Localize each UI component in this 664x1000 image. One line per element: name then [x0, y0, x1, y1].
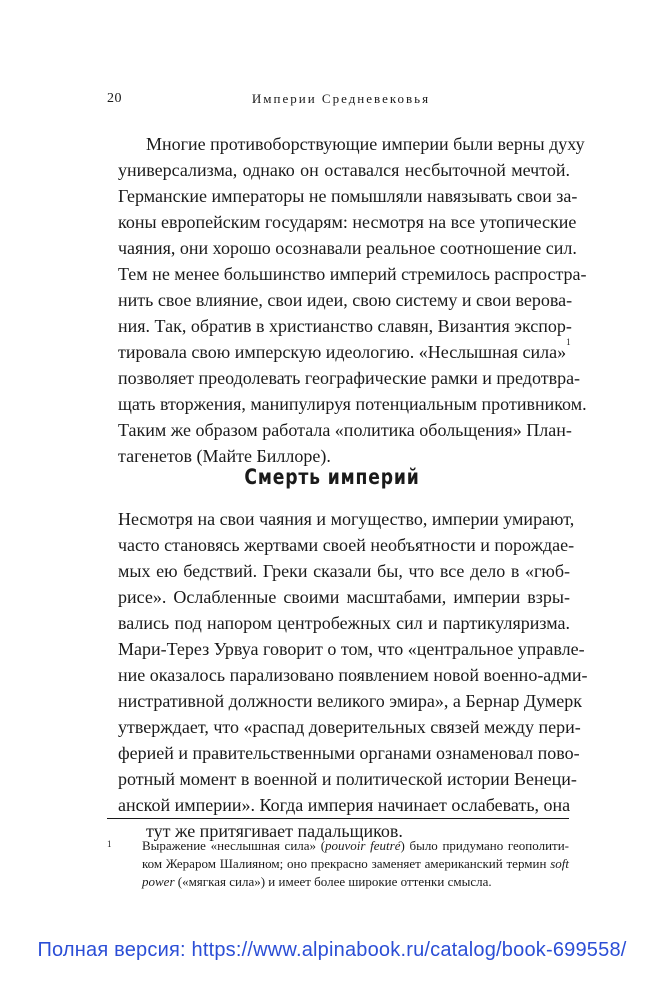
text-line: тут же притягивает падальщиков.: [146, 821, 403, 841]
text-line: Несмотря на свои чаяния и могущество, империи умирают,: [118, 509, 575, 529]
text-line: ние оказалось парализовано появлением новой военно-адми-: [118, 665, 588, 685]
text-line-with-footnote: [118, 339, 570, 365]
text-line: вались под напором центробежных сил и партикуляризма.: [118, 613, 570, 633]
footnote-marker: 1: [107, 839, 112, 849]
text-line: тировала свою имперскую идеологию. «Неслышная сила»: [118, 342, 567, 362]
text-line: чаяния, они хорошо осознавали реальное соотношение сил.: [118, 238, 577, 258]
text-line: коны европейским государям: несмотря на все утопические: [118, 212, 577, 232]
footnote: [107, 837, 569, 891]
text-line: ротный момент в военной и политической истории Венеци-: [118, 769, 577, 789]
text-line: нить свое влияние, свои идеи, свою систему и свои верова-: [118, 290, 573, 310]
section-heading: Смерть империй: [244, 465, 420, 489]
footnote-reference[interactable]: 1: [566, 337, 571, 347]
text-line: универсализма, однако он оставался несбыточной мечтой.: [118, 160, 570, 180]
text-line: утверждает, что «распад доверительных связей между пери-: [118, 717, 581, 737]
text-line: Германские императоры не помышляли навязывать свои за-: [118, 186, 578, 206]
footnote-text: [142, 837, 569, 891]
text-line: нистративной должности великого эмира», а Бернар Думерк: [118, 691, 582, 711]
text-line: тагенетов (Майте Биллоре).: [118, 446, 331, 466]
text-line: Мари-Терез Урвуа говорит о том, что «центральное управле-: [118, 639, 585, 659]
footnote-line: power («мягкая сила») и имеет более широкие оттенки смысла.: [142, 874, 492, 889]
text-line: анской империи». Когда империя начинает ослабевать, она: [118, 795, 571, 815]
running-head: Империи Средневековья: [251, 91, 431, 106]
text-line: ния. Так, обратив в христианство славян, Византия экспор-: [118, 316, 572, 336]
text-line: позволяет преодолевать географические рамки и предотвра-: [118, 368, 581, 388]
text-line: Многие противоборствующие империи были верны духу: [146, 134, 585, 154]
text-line: Таким же образом работала «политика обольщения» План-: [118, 420, 572, 440]
page-number: 20: [107, 91, 122, 106]
footnote-line: ком Жераром Шалияном; оно прекрасно заменяет американский термин soft: [142, 856, 569, 871]
paragraph-intro: [118, 131, 587, 469]
text-line: мых ею бедствий. Греки сказали бы, что все дело в «гюб-: [118, 561, 570, 581]
footnote-line: Выражение «неслышная сила» (pouvoir feutré) было придумано геополити-: [142, 838, 569, 853]
text-line: щать вторжения, манипулируя потенциальным противником.: [118, 394, 587, 414]
text-line: ферией и правительственными органами ознаменовал пово-: [118, 743, 580, 763]
text-line: Тем не менее большинство империй стремилось распростра-: [118, 264, 587, 284]
footnote-divider: [107, 818, 569, 819]
text-line: часто становясь жертвами своей необъятности и порождае-: [118, 535, 575, 555]
paragraph-death-of-empires: [118, 506, 588, 844]
full-version-link[interactable]: Полная версия: https://www.alpinabook.ru/catalog/book-699558/: [37, 939, 627, 961]
text-line: рисе». Ослабленные своими масштабами, империи взры-: [118, 587, 570, 607]
